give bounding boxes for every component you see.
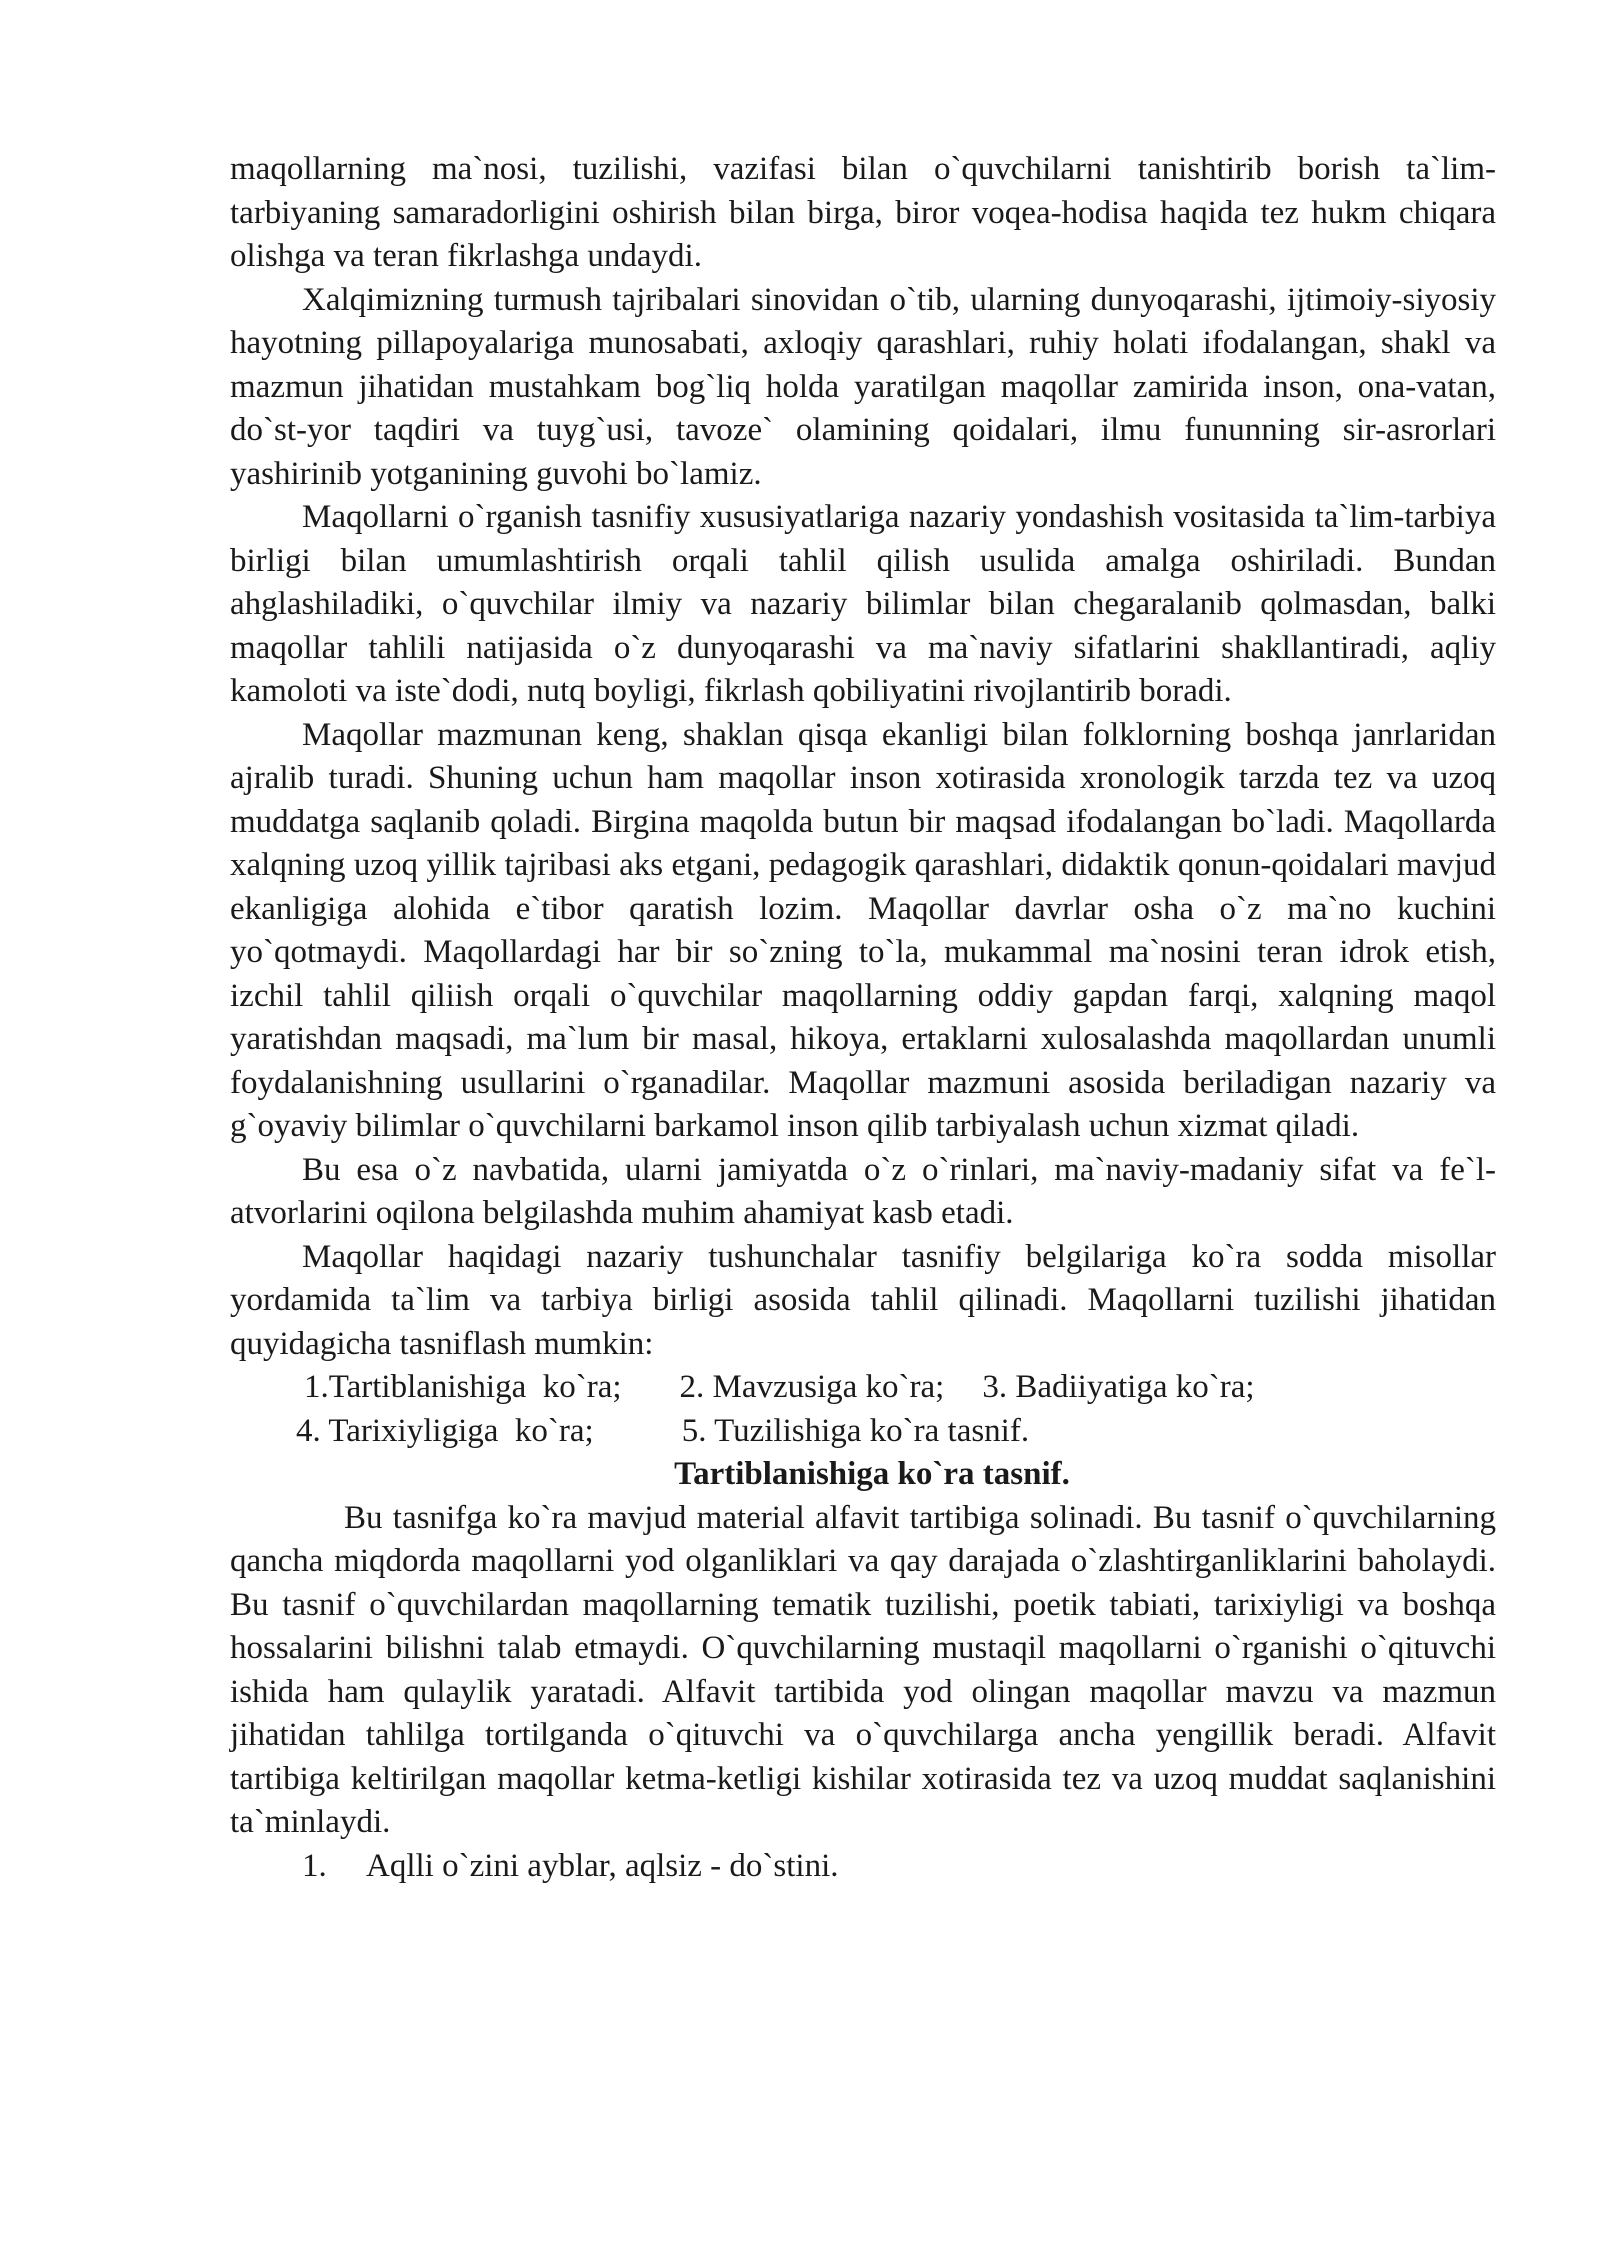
section-heading: Tartiblanishiga ko`ra tasnif.	[674, 1456, 1070, 1492]
section-paragraph: Bu tasnifga ko`ra mavjud material alfavit tartibiga solinadi. Bu tasnif o`quvchilarning qancha miqdorda maqollarni yod olganliklari va qay darajada o`zlashtirganliklarini baholaydi. Bu tasnif o`quvchilardan maqollarning tematik tuzilishi, poetik tabiati, tarixiyligi va boshqa hossalarini bilishni talab etmaydi. O`quvchilarning mustaqil maqollarni o`rganishi o`qituvchi ishida ham qulaylik yaratadi. Alfavit tartibida yod olingan maqollar mavzu va mazmun jihatidan tahlilga tortilganda o`qituvchi va o`quvchilarga ancha yengillik beradi. Alfavit tartibiga keltirilgan maqollar ketma-ketligi kishilar xotirasida tez va uzoq muddat saqlanishini ta`minlaydi.	[230, 1499, 1496, 1840]
list-item-number: 1.	[302, 1847, 327, 1884]
classification-line-1	[230, 1366, 1496, 1410]
paragraph-4: Maqollar mazmunan keng, shaklan qisqa ekanligi bilan folklorning boshqa janrlaridan ajralib turadi. Shuning uchun ham maqollar inson xotirasida xronologik tarzda tez va uzoq muddatga saqlanib qoladi. Birgina maqolda butun bir maqsad ifodalangan bo`ladi. Maqollarda xalqning uzoq yillik tajribasi aks etgani, pedagogik qarashlari, didaktik qonun-qoidalari mavjud ekanligiga alohida e`tibor qaratish lozim. Maqollar davrlar osha o`z ma`no kuchini yo`qotmaydi. Maqollardagi har bir so`zning to`la, mukammal ma`nosini teran idrok etish, izchil tahlil qiliish orqali o`quvchilar maqollarning oddiy gapdan farqi, xalqning maqol yaratishdan maqsadi, ma`lum bir masal, hikoya, ertaklarni xulosalashda maqollardan unumli foydalanishning usullarini o`rganadilar. Maqollar mazmuni asosida beriladigan nazariy va g`oyaviy bilimlar o`quvchilarni barkamol inson qilib tarbiyalash uchun xizmat qiladi.	[230, 716, 1496, 1144]
list-item	[230, 1845, 1496, 1889]
paragraph-5: Bu esa o`z navbatida, ularni jamiyatda o`z o`rinlari, ma`naviy-madaniy sifat va fe`l-atvorlarini oqilona belgilashda muhim ahamiyat kasb etadi.	[230, 1151, 1496, 1231]
paragraph-2: Xalqimizning turmush tajribalari sinovidan o`tib, ularning dunyoqarashi, ijtimoiy-siyosiy hayotning pillapoyalariga munosabati, axloqiy qarashlari, ruhiy holati ifodalangan, shakl va mazmun jihatidan mustahkam bog`liq holda yaratilgan maqollar zamirida inson, ona-vatan, do`st-yor taqdiri va tuyg`usi, tavoze` olamining qoidalari, ilmu fununning sir-asrorlari yashirinib yotganining guvohi bo`lamiz.	[230, 281, 1496, 492]
classification-item-4: 4. Tarixiyligiga ko`ra;	[296, 1412, 594, 1449]
paragraph-1: maqollarning ma`nosi, tuzilishi, vazifasi bilan o`quvchilarni tanishtirib borish ta`lim-tarbiyaning samaradorligini oshirish bilan birga, biror voqea-hodisa haqida tez hukm chiqara olishga va teran fikrlashga undaydi.	[230, 151, 1496, 274]
classification-item-2: 2. Mavzusiga ko`ra;	[679, 1369, 945, 1405]
list-item-text: Aqlli o`zini ayblar, aqlsiz - do`stini.	[366, 1847, 839, 1884]
paragraph-6: Maqollar haqidagi nazariy tushunchalar tasnifiy belgilariga ko`ra sodda misollar yordamida ta`lim va tarbiya birligi asosida tahlil qilinadi. Maqollarni tuzilishi jihatidan quyidagicha tasniflash mumkin:	[230, 1238, 1496, 1362]
classification-item-5: 5. Tuzilishiga ko`ra tasnif.	[681, 1412, 1030, 1449]
document-page	[230, 148, 1496, 1888]
classification-line-2	[230, 1410, 1496, 1454]
classification-item-3: 3. Badiiyatiga ko`ra;	[982, 1369, 1255, 1405]
classification-item-1: 1.Tartiblanishiga ko`ra;	[304, 1369, 622, 1405]
paragraph-3: Maqollarni o`rganish tasnifiy xususiyatlariga nazariy yondashish vositasida ta`lim-tarbiya birligi bilan umumlashtirish orqali tahlil qilish usulida amalga oshiriladi. Bundan ahglashiladiki, o`quvchilar ilmiy va nazariy bilimlar bilan chegaralanib qolmasdan, balki maqollar tahlili natijasida o`z dunyoqarashi va ma`naviy sifatlarini shakllantiradi, aqliy kamoloti va iste`dodi, nutq boyligi, fikrlash qobiliyatini rivojlantirib boradi.	[230, 499, 1496, 709]
